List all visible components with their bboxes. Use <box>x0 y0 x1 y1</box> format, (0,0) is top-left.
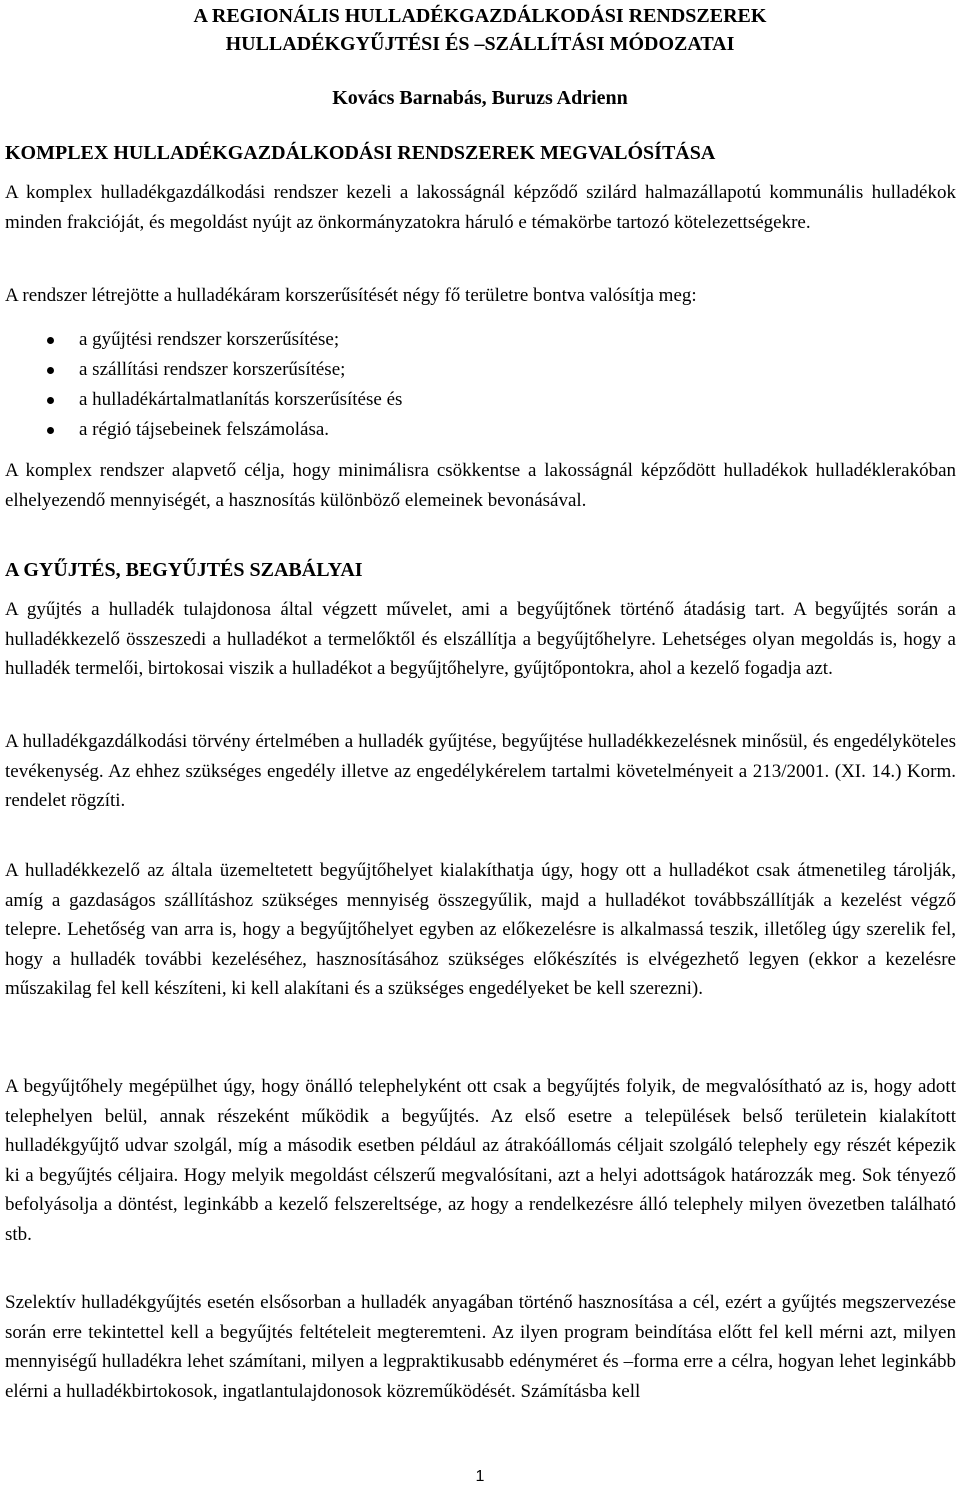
bullet-item-text: a gyűjtési rendszer korszerűsítése; <box>79 329 340 350</box>
section-heading-gyujtes: A GYŰJTÉS, BEGYŰJTÉS SZABÁLYAI <box>5 559 363 581</box>
document-title-line-2: HULLADÉKGYŰJTÉSI ÉS –SZÁLLÍTÁSI MÓDOZATAI <box>225 33 735 55</box>
paragraph-rendszer-letrejotte: A rendszer létrejötte a hulladékáram korszerűsítését négy fő területre bontva valósítja meg: <box>5 285 697 306</box>
paragraph-szelektiv-gyujtes: Szelektív hulladékgyűjtés esetén elsősorban a hulladék anyagában történő hasznosítása a cél, ezért a gyűjtés megszervezése során erre tekintettel kell a begyűjtés feltételeit megteremteni. Az ilyen program beindítása előtt fel kell mérni azt, milyen mennyiségű hulladékra lehet számítani, milyen a legpraktikusabb edényméret és –forma erre a célra, hogyan lehet leginkább elérni a hulladékbirtokosok, ingatlantulajdonosok közreműködését. Számításba kell <box>5 1292 956 1402</box>
paragraph-gyujtes-definicio: A gyűjtés a hulladék tulajdonosa által végzett művelet, ami a begyűjtőnek történő átadásig tart. A begyűjtés során a hulladékkezelő összeszedi a hulladékot a termelőktől és elszállítja a begyűjtőhelyre. Lehetséges olyan megoldás is, hogy a hulladék termelői, birtokosai viszik a hulladékot a begyűjtőhelyre, gyűjtőpontokra, ahol a kezelő fogadja azt. <box>5 599 956 679</box>
section-heading-komplex: KOMPLEX HULLADÉKGAZDÁLKODÁSI RENDSZEREK MEGVALÓSÍTÁSA <box>5 142 716 164</box>
paragraph-begyujtohely-kialakitas: A hulladékkezelő az általa üzemeltetett begyűjtőhelyet kialakíthatja úgy, hogy ott a hulladékot csak átmenetileg tárolják, amíg a gazdaságos szállításhoz szükséges mennyiség összegyűlik, majd a hulladékot továbbszállítják a kezelést végző telepre. Lehetőség van arra is, hogy a begyűjtőhelyet egyben az előkezelésre is alkalmassá teszik, illetőleg úgy szerelik fel, hogy a hulladék további kezeléséhez, hasznosításához szükséges előkészítés is elvégezhető legyen (ekkor a kezelésre műszakilag fel kell készíteni, ki kell alakítani és a szükséges engedélyeket be kell szerezni). <box>5 860 956 999</box>
bullet-item <box>0 325 960 355</box>
bullet-item-text: a hulladékártalmatlanítás korszerűsítése és <box>79 389 403 410</box>
paragraph-komplex-intro: A komplex hulladékgazdálkodási rendszer kezeli a lakosságnál képződő szilárd halmazállapotú kommunális hulladékok minden frakcióját, és megoldást nyújt az önkormányzatokra háruló e témakörbe tartozó kötelezettségekre. <box>5 182 956 233</box>
bullet-item-text: a szállítási rendszer korszerűsítése; <box>79 359 346 380</box>
bullet-item-text: a régió tájsebeinek felszámolása. <box>79 419 330 440</box>
document-title-line-1: A REGIONÁLIS HULLADÉKGAZDÁLKODÁSI RENDSZEREK <box>193 5 767 27</box>
page-number: 1 <box>475 1468 485 1485</box>
bullet-item <box>0 355 960 385</box>
paragraph-komplex-cel: A komplex rendszer alapvető célja, hogy minimálisra csökkentse a lakosságnál képződött hulladékok hulladéklerakóban elhelyezendő mennyiségét, a hasznosítás különböző elemeinek bevonásával. <box>5 460 956 511</box>
paragraph-begyujtohely-megepules: A begyűjtőhely megépülhet úgy, hogy önálló telephelyként ott csak a begyűjtés folyik, de megvalósítható az is, hogy adott telephelyen belül, annak részeként működik a begyűjtés. Az első esetre a települések belső területein kialakított hulladékgyűjtő udvar szolgál, míg a második esetben például az átrakóállomás céljait szolgáló telephely egy részét képezik ki a begyűjtés céljaira. Hogy melyik megoldást célszerű megvalósítani, azt a helyi adottságok határozzák meg. Sok tényező befolyásolja a döntést, leginkább a kezelő felszereltsége, az hogy a rendelkezésre álló telephely milyen övezetben található stb. <box>5 1076 956 1245</box>
document-authors: Kovács Barnabás, Buruzs Adrienn <box>332 87 628 109</box>
paragraph-torveny: A hulladékgazdálkodási törvény értelmében a hulladék gyűjtése, begyűjtése hulladékkezelésnek minősül, és engedélyköteles tevékenység. Az ehhez szükséges engedély illetve az engedélykérelem tartalmi követelményeit a 213/2001. (XI. 14.) Korm. rendelet rögzíti. <box>5 731 956 811</box>
bullet-point-icon <box>47 427 54 434</box>
bullet-item <box>0 415 960 445</box>
bullet-list <box>0 325 960 445</box>
bullet-point-icon <box>47 337 54 344</box>
bullet-item <box>0 385 960 415</box>
bullet-point-icon <box>47 367 54 374</box>
bullet-point-icon <box>47 397 54 404</box>
